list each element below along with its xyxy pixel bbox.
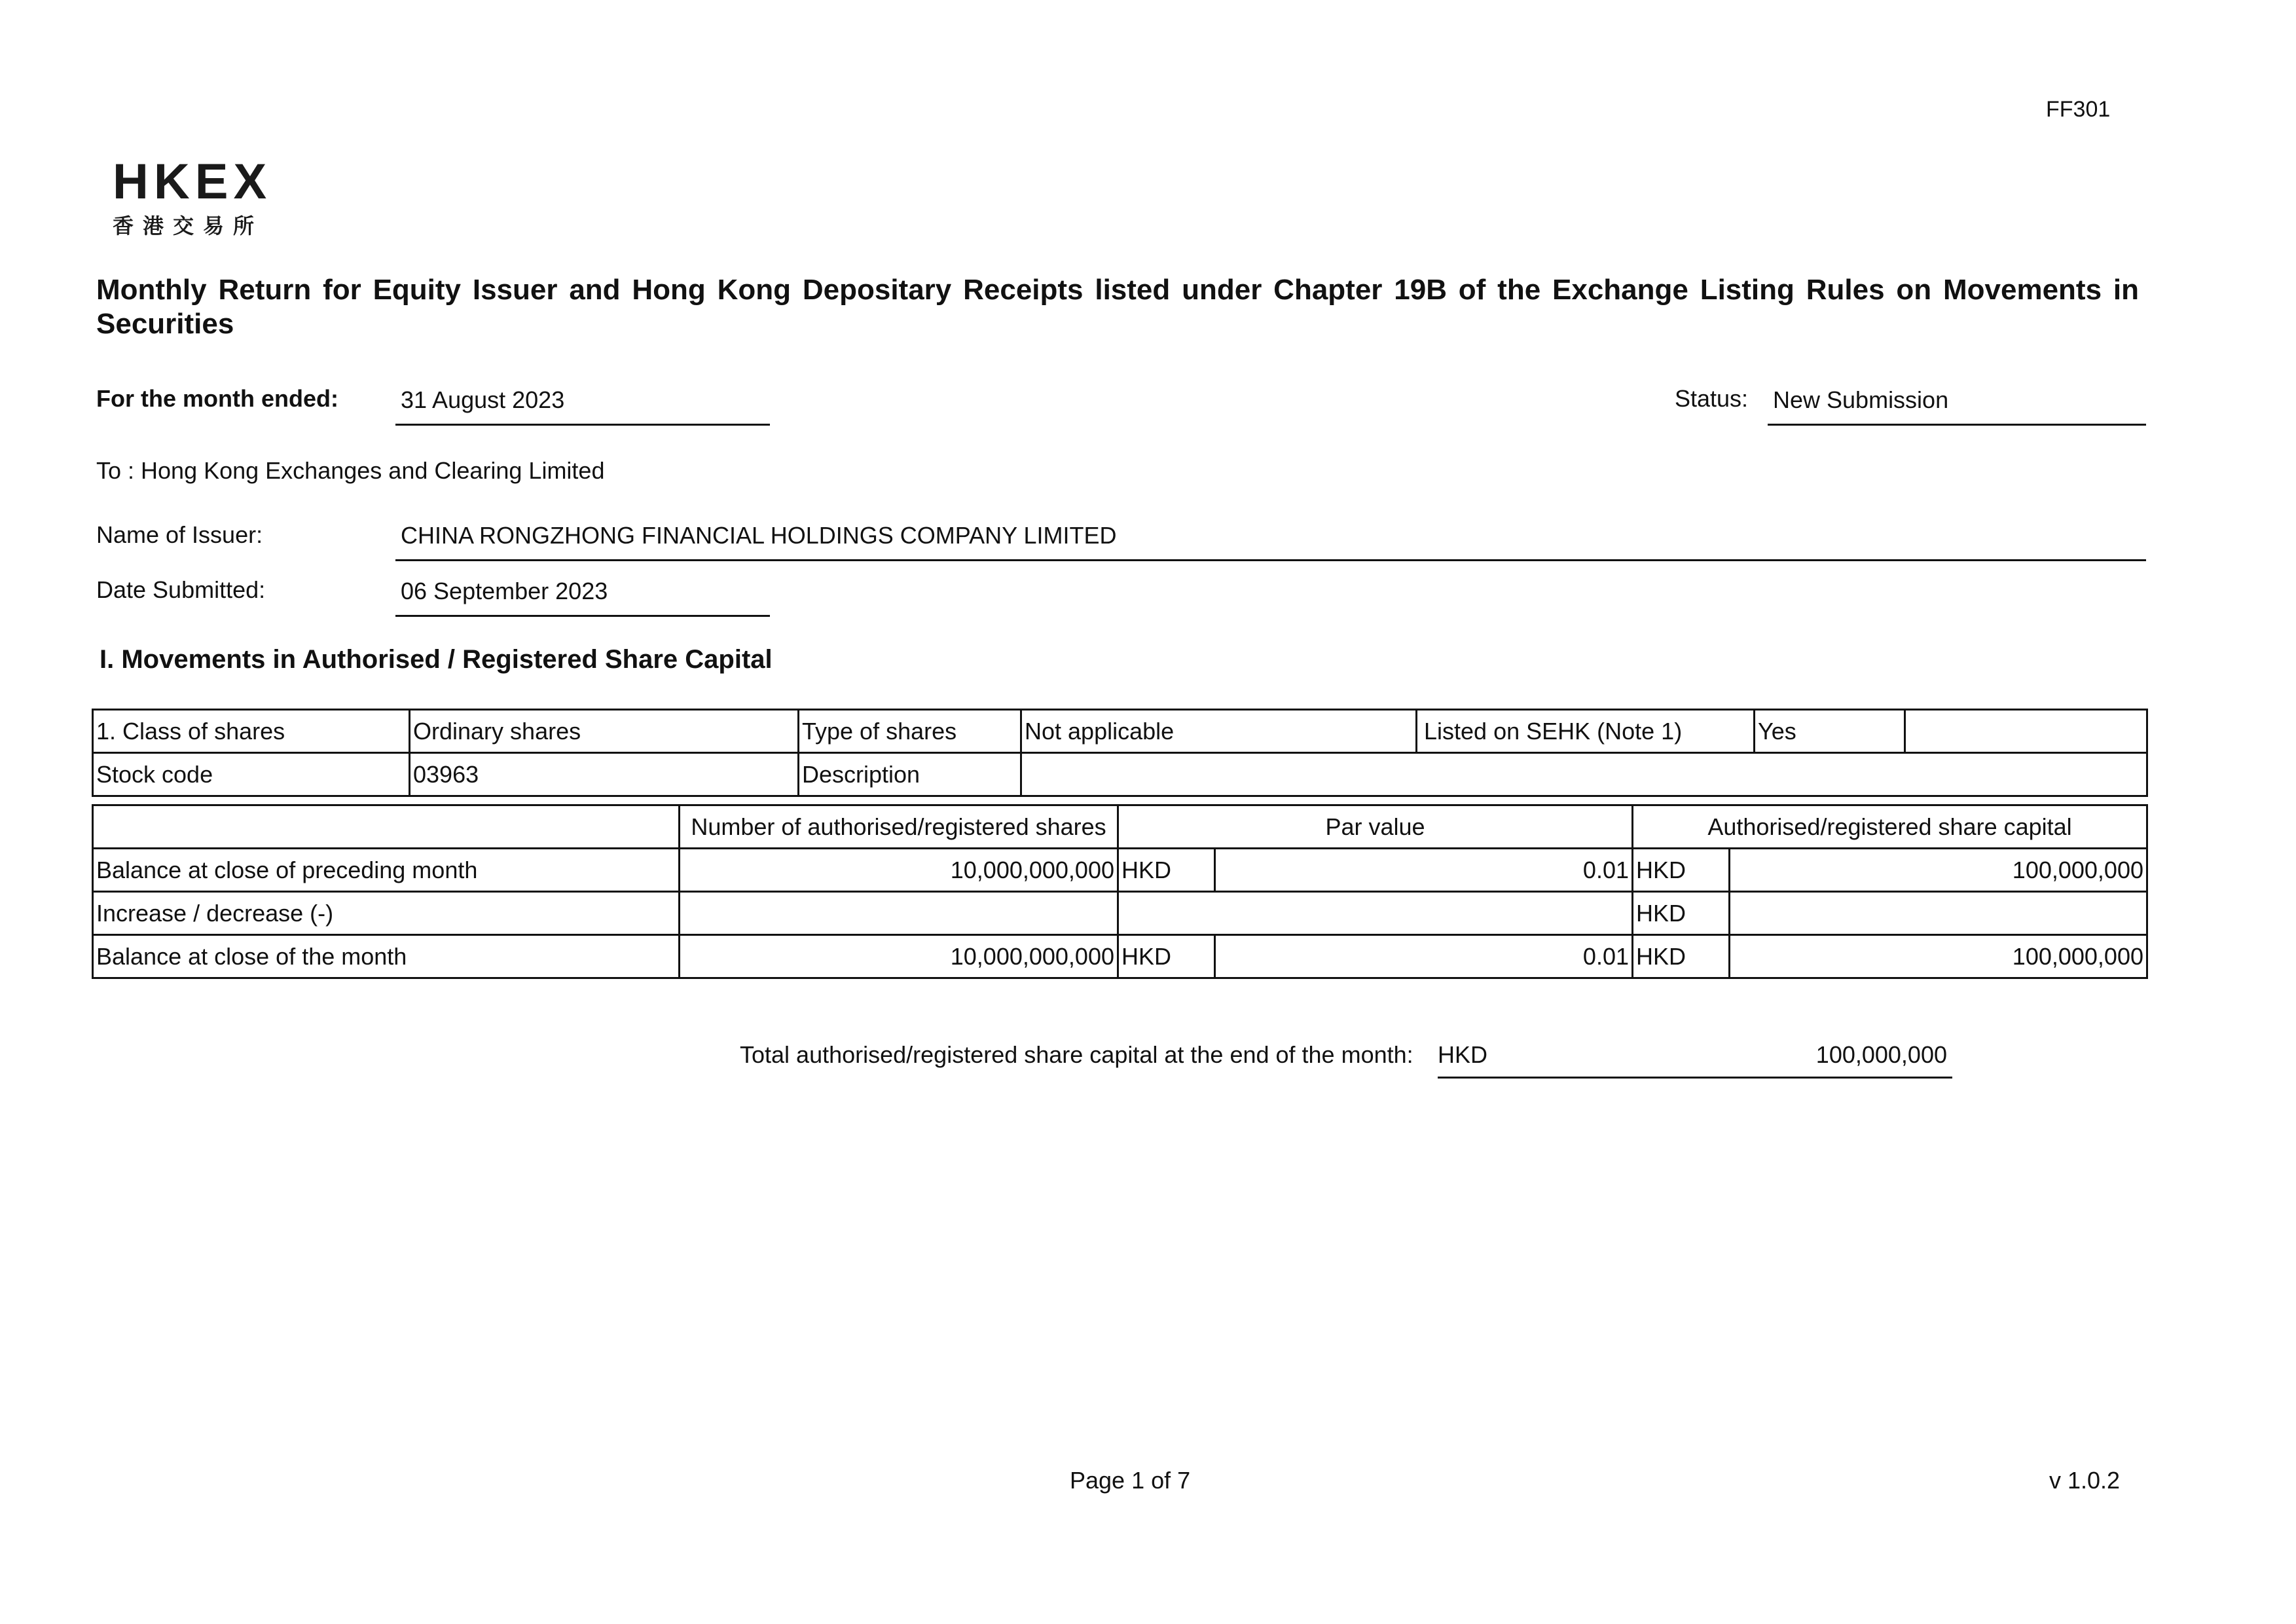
capital-cell	[1730, 892, 2147, 935]
date-submitted-label: Date Submitted:	[96, 576, 266, 603]
par-currency-cell: HKD	[1118, 935, 1215, 978]
month-ended-label: For the month ended:	[96, 385, 338, 412]
table-row	[93, 710, 2147, 753]
par-value-cell	[1118, 892, 1633, 935]
capital-currency-cell: HKD	[1633, 892, 1730, 935]
table-row	[93, 935, 2147, 978]
stock-code-value: 03963	[410, 753, 799, 796]
table-row	[93, 849, 2147, 892]
description-value	[1021, 753, 2147, 796]
listed-value: Yes	[1755, 710, 1905, 753]
issuer-label: Name of Issuer:	[96, 521, 263, 548]
par-currency-cell: HKD	[1118, 849, 1215, 892]
capital-cell: 100,000,000	[1730, 935, 2147, 978]
issuer-field: CHINA RONGZHONG FINANCIAL HOLDINGS COMPANY LIMITED	[395, 519, 2146, 561]
recipient-line: To : Hong Kong Exchanges and Clearing Limited	[96, 457, 605, 484]
num-shares-header: Number of authorised/registered shares	[680, 805, 1118, 849]
date-submitted-field: 06 September 2023	[395, 575, 770, 617]
section-title: I. Movements in Authorised / Registered Share Capital	[100, 645, 773, 674]
par-value-cell: 0.01	[1215, 935, 1633, 978]
capital-header: Authorised/registered share capital	[1633, 805, 2147, 849]
version-label: v 1.0.2	[2049, 1467, 2121, 1494]
table-row	[93, 892, 2147, 935]
total-currency: HKD	[1438, 1041, 1488, 1068]
form-code: FF301	[2046, 97, 2111, 122]
row-label: Increase / decrease (-)	[93, 892, 680, 935]
class-of-shares-value: Ordinary shares	[410, 710, 799, 753]
status-label: Status:	[1675, 385, 1749, 412]
status-field: New Submission	[1768, 384, 2146, 426]
total-capital-label: Total authorised/registered share capital at the end of the month:	[740, 1041, 1413, 1068]
shares-cell	[680, 892, 1118, 935]
type-of-shares-label: Type of shares	[799, 710, 1021, 753]
row-label: Balance at close of preceding month	[93, 849, 680, 892]
blank-header	[93, 805, 680, 849]
table-header-row	[93, 805, 2147, 849]
row-label: Balance at close of the month	[93, 935, 680, 978]
description-label: Description	[799, 753, 1021, 796]
capital-currency-cell: HKD	[1633, 849, 1730, 892]
capital-currency-cell: HKD	[1633, 935, 1730, 978]
logo-main-text: HKEX	[113, 154, 272, 210]
total-value: 100,000,000	[1815, 1041, 1947, 1068]
empty-cell	[1905, 710, 2147, 753]
class-of-shares-label: 1. Class of shares	[93, 710, 410, 753]
capital-cell: 100,000,000	[1730, 849, 2147, 892]
movements-table	[92, 804, 2148, 979]
share-class-table	[92, 709, 2148, 797]
total-capital-field	[1438, 1033, 1952, 1079]
page-number: Page 1 of 7	[1070, 1467, 1191, 1494]
table-row	[93, 753, 2147, 796]
logo-sub-text: 香港交易所	[113, 214, 264, 238]
listed-label: Listed on SEHK (Note 1)	[1417, 710, 1755, 753]
stock-code-label: Stock code	[93, 753, 410, 796]
hkex-logo	[113, 154, 272, 240]
shares-cell: 10,000,000,000	[680, 849, 1118, 892]
par-value-cell: 0.01	[1215, 849, 1633, 892]
par-value-header: Par value	[1118, 805, 1633, 849]
document-title: Monthly Return for Equity Issuer and Hong Kong Depositary Receipts listed under Chapter 19B of the Exchange Listing Rules on Movements in Securities	[96, 274, 2139, 340]
month-ended-field: 31 August 2023	[395, 384, 770, 426]
shares-cell: 10,000,000,000	[680, 935, 1118, 978]
type-of-shares-value: Not applicable	[1021, 710, 1417, 753]
